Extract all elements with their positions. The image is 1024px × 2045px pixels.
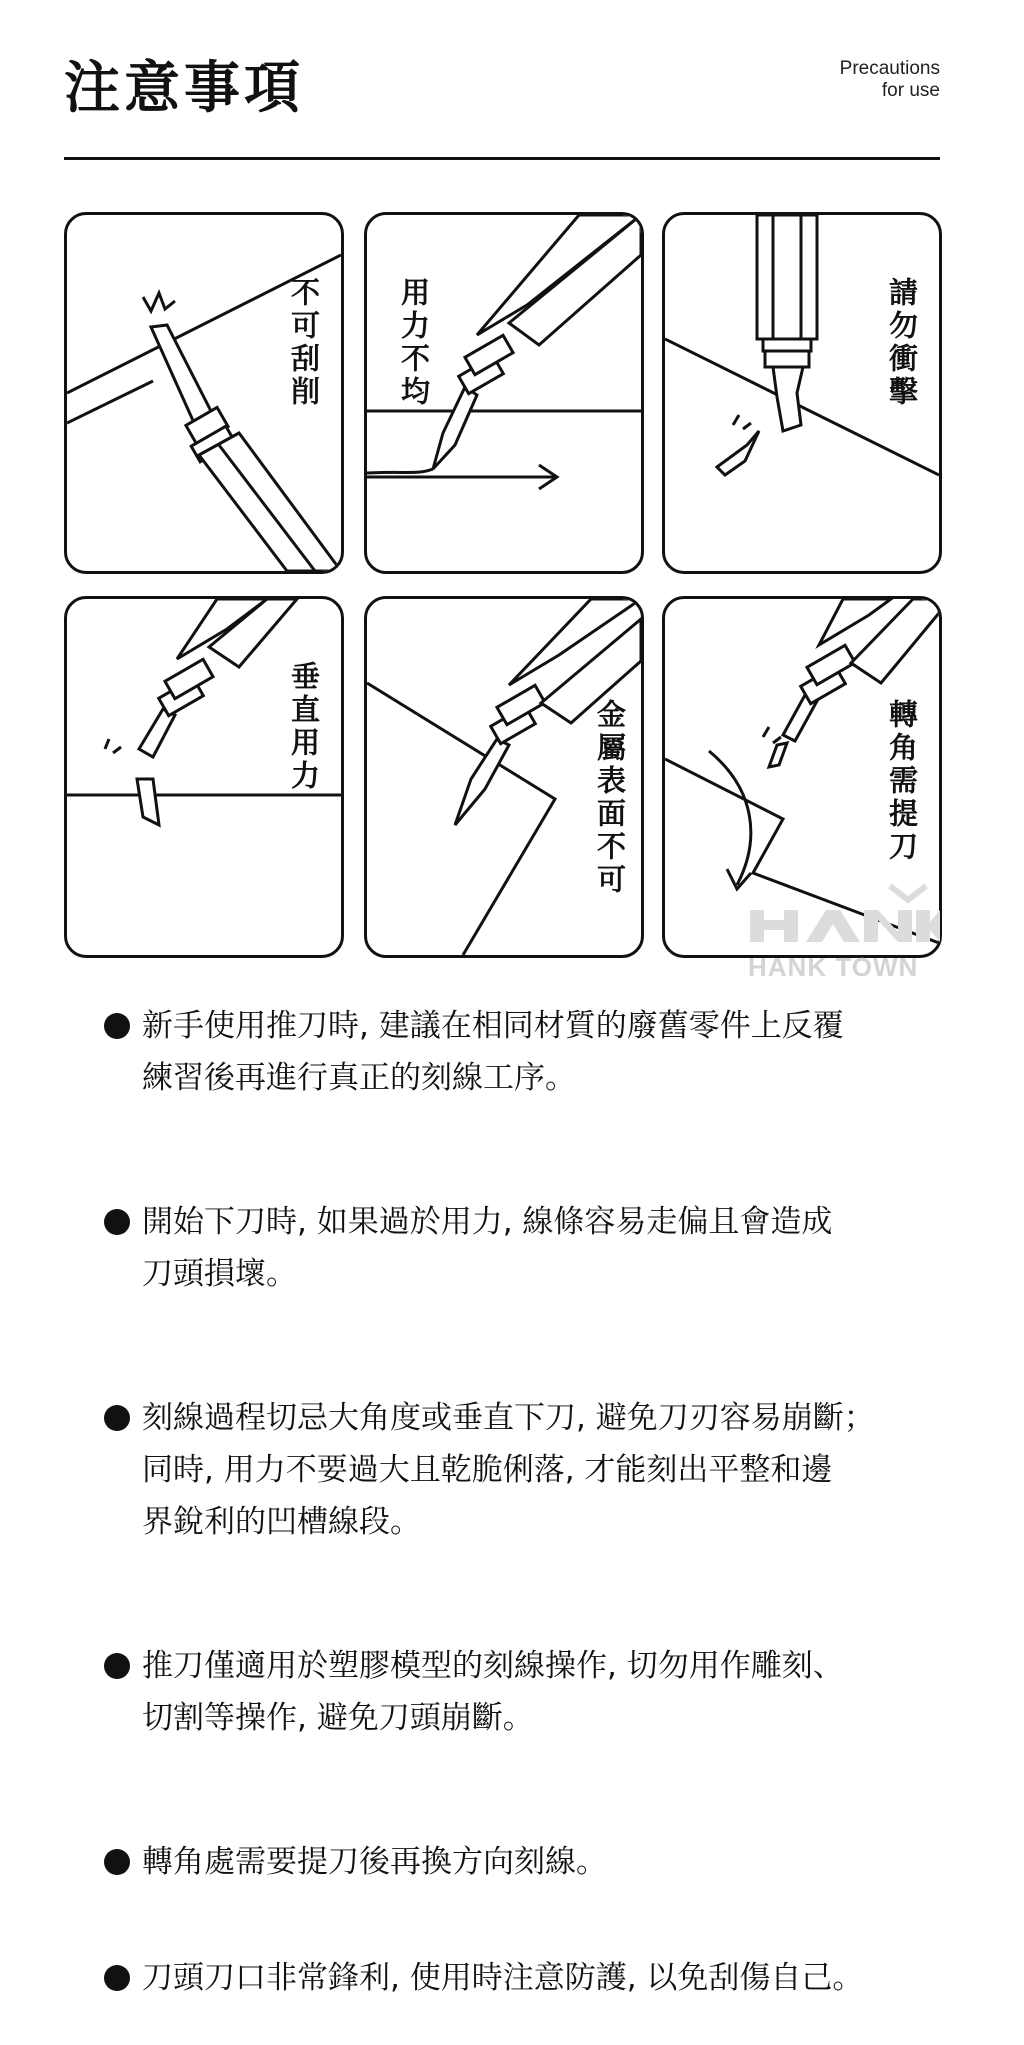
header-divider xyxy=(64,157,940,160)
note-text: 刻線過程切忌大角度或垂直下刀, 避免刀刃容易崩斷； 同時, 用力不要過大且乾脆俐落, 才能刻出平整和邊 界銳利的凹槽線段。 xyxy=(142,1400,875,1540)
precaution-panel-vertical-force xyxy=(64,596,344,958)
panel-label: 不可刮削 xyxy=(287,277,321,409)
note-text: 新手使用推刀時, 建議在相同材質的廢舊零件上反覆 練習後再進行真正的刻線工序。 xyxy=(142,1008,844,1096)
panel-label: 垂直用力 xyxy=(287,661,321,793)
bullet-icon xyxy=(104,1405,130,1431)
bullet-icon xyxy=(104,1653,130,1679)
precaution-panel-metal-surface xyxy=(364,596,644,958)
bullet-icon xyxy=(104,1965,130,1991)
subtitle-line-1: Precautions xyxy=(839,58,940,79)
hank-town-watermark xyxy=(740,880,940,990)
page-title: 注意事項 xyxy=(64,56,304,121)
page-subtitle xyxy=(840,58,940,102)
note-text: 開始下刀時, 如果過於用力, 線條容易走偏且會造成 刀頭損壞。 xyxy=(142,1204,833,1292)
note-text: 轉角處需要提刀後再換方向刻線。 xyxy=(142,1844,607,1880)
list-item xyxy=(104,1640,844,1744)
watermark-text: HANK TOWN xyxy=(748,952,919,982)
bullet-icon xyxy=(104,1013,130,1039)
list-item xyxy=(104,1392,875,1548)
hank-town-logo-icon xyxy=(740,880,940,950)
list-item xyxy=(104,1196,832,1300)
panel-label: 用力不均 xyxy=(397,277,431,409)
note-text: 刀頭刀口非常鋒利, 使用時注意防護, 以免刮傷自己。 xyxy=(142,1960,864,1996)
bullet-icon xyxy=(104,1209,130,1235)
panel-label: 請勿衝擊 xyxy=(885,277,919,409)
list-item xyxy=(104,1000,844,1104)
list-item xyxy=(104,1836,607,1888)
list-item xyxy=(104,1952,863,2004)
subtitle-line-2: for use xyxy=(881,80,940,101)
panel-label: 金屬表面不可 xyxy=(593,699,627,897)
panel-label: 轉角需提刀 xyxy=(885,699,919,864)
precaution-panel-no-impact xyxy=(662,212,942,574)
precaution-panel-uneven-pressure xyxy=(364,212,644,574)
bullet-icon xyxy=(104,1849,130,1875)
note-text: 推刀僅適用於塑膠模型的刻線操作, 切勿用作雕刻、 切割等操作, 避免刀頭崩斷。 xyxy=(142,1648,844,1736)
precaution-panel-no-scraping xyxy=(64,212,344,574)
